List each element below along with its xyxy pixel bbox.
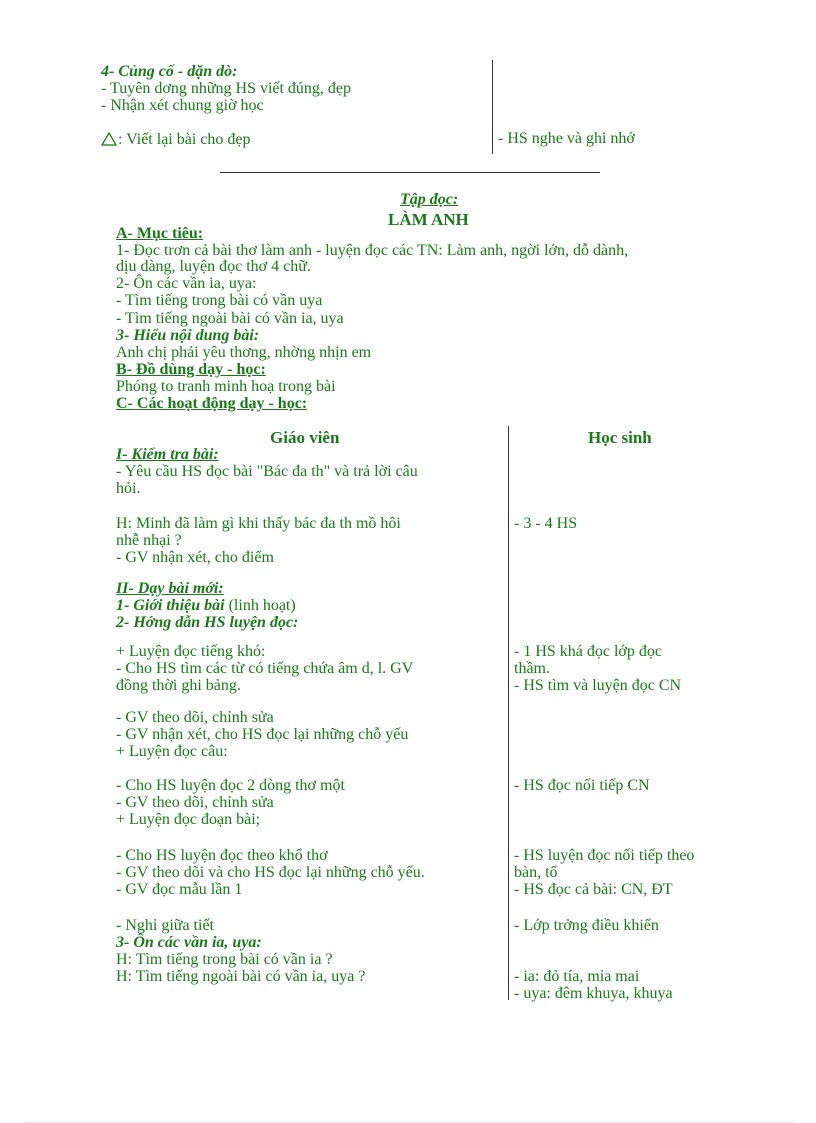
teacher-line: nhễ nhại ? [116, 532, 182, 549]
student-line: thầm. [514, 660, 550, 677]
new-lesson-heading: II- Dạy bài mới: [116, 580, 224, 597]
col-student-header: Học sinh [588, 428, 652, 447]
lesson-title: LÀM ANH [388, 210, 469, 229]
intro-line [116, 597, 296, 614]
teacher-line: - Cho HS tìm các từ có tiếng chứa âm d, l. GV [116, 660, 414, 677]
student-note: - HS nghe và ghi nhớ [498, 130, 635, 147]
objective-3-heading: 3- Hiểu nội dung bài: [116, 327, 260, 344]
teacher-line: - Nghỉ giữa tiết [116, 917, 214, 934]
table-column-divider [508, 426, 509, 1000]
teacher-line: H: Minh đã làm gì khi thấy bác đa th mồ hôi [116, 515, 401, 532]
student-line: - HS luyện đọc nối tiếp theo [514, 847, 695, 864]
objective-1-line-1: 1- Đọc trơn cả bài thơ làm anh - luyện đọc các TN: Làm anh, ngời lớn, dỗ dành, [116, 242, 629, 259]
teacher-line: - GV theo dõi, chỉnh sửa [116, 794, 274, 811]
section-separator [220, 172, 600, 173]
homework-text: : Viết lại bài cho đẹp [118, 131, 251, 148]
student-line: - HS đọc nối tiếp CN [514, 777, 650, 794]
student-line: - 1 HS khá đọc lớp đọc [514, 643, 662, 660]
intro-note: (linh hoạt) [224, 597, 296, 614]
materials-heading: B- Đồ dùng dạy - học: [116, 361, 266, 378]
section-4-heading: 4- Củng cố - dặn dò: [101, 63, 238, 80]
rhyme-review-heading: 3- Ôn các vần ia, uya: [116, 934, 262, 951]
lesson-subject: Tập đọc: [400, 191, 459, 208]
teacher-line: + Luyện đọc tiếng khó: [116, 643, 266, 660]
objective-1-line-2: dịu dàng, luyện đọc thơ 4 chữ. [116, 258, 311, 275]
student-line: - ia: đỏ tía, mỉa mai [514, 968, 640, 985]
summary-line-2: - Nhận xét chung giờ học [101, 97, 264, 114]
objective-2-item-1: - Tìm tiếng trong bài có vần uya [116, 292, 323, 309]
student-line: bàn, tổ [514, 864, 558, 881]
top-column-divider [492, 60, 493, 154]
objectives-heading: A- Mục tiêu: [116, 225, 204, 242]
objective-2-item-2: - Tìm tiếng ngoài bài có vần ia, uya [116, 310, 344, 327]
teacher-line: - GV theo dõi, chỉnh sửa [116, 709, 274, 726]
col-teacher-header: Giáo viên [270, 428, 340, 447]
teacher-line: + Luyện đọc câu: [116, 743, 228, 760]
objective-2: 2- Ôn các vần ia, uya: [116, 275, 257, 292]
teacher-line: hỏi. [116, 480, 141, 497]
triangle-icon [101, 132, 117, 146]
materials-text: Phóng to tranh minh hoạ trong bài [116, 378, 336, 395]
intro-label: 1- Giới thiệu bài [116, 597, 225, 614]
summary-line-1: - Tuyên dơng những HS viết đúng, đẹp [101, 80, 352, 97]
teacher-line: - Cho HS luyện đọc theo khổ thơ [116, 847, 328, 864]
student-line: - Lớp trởng điều khiển [514, 917, 659, 934]
guide-heading: 2- Hớng dẫn HS luyện đọc: [116, 614, 299, 631]
review-heading: I- Kiểm tra bài: [116, 446, 219, 463]
teacher-line: H: Tìm tiếng trong bài có vần ia ? [116, 951, 333, 968]
student-line: - HS đọc cả bài: CN, ĐT [514, 881, 673, 898]
teacher-line: đồng thời ghi bảng. [116, 677, 241, 694]
teacher-line: H: Tìm tiếng ngoài bài có vần ia, uya ? [116, 968, 366, 985]
student-line: - 3 - 4 HS [514, 515, 578, 532]
teacher-line: - Yêu cầu HS đọc bài "Bác đa th" và trả lời câu [116, 463, 418, 480]
activities-heading: C- Các hoạt động dạy - học: [116, 395, 308, 412]
teacher-line: - GV đọc mẫu lần 1 [116, 881, 243, 898]
homework-line [101, 131, 250, 148]
student-line: - HS tìm và luyện đọc CN [514, 677, 682, 694]
teacher-line: - Cho HS luyện đọc 2 dòng thơ một [116, 777, 345, 794]
teacher-line: + Luyện đọc đoạn bài; [116, 811, 261, 828]
teacher-line: - GV theo dõi và cho HS đọc lại những chỗ yếu. [116, 864, 425, 881]
teacher-line: - GV nhận xét, cho điểm [116, 549, 274, 566]
objective-3-text: Anh chị phải yêu thơng, nhờng nhịn em [116, 344, 372, 361]
teacher-line: - GV nhận xét, cho HS đọc lại những chỗ yếu [116, 726, 409, 743]
student-line: - uya: đêm khuya, khuya [514, 985, 673, 1002]
